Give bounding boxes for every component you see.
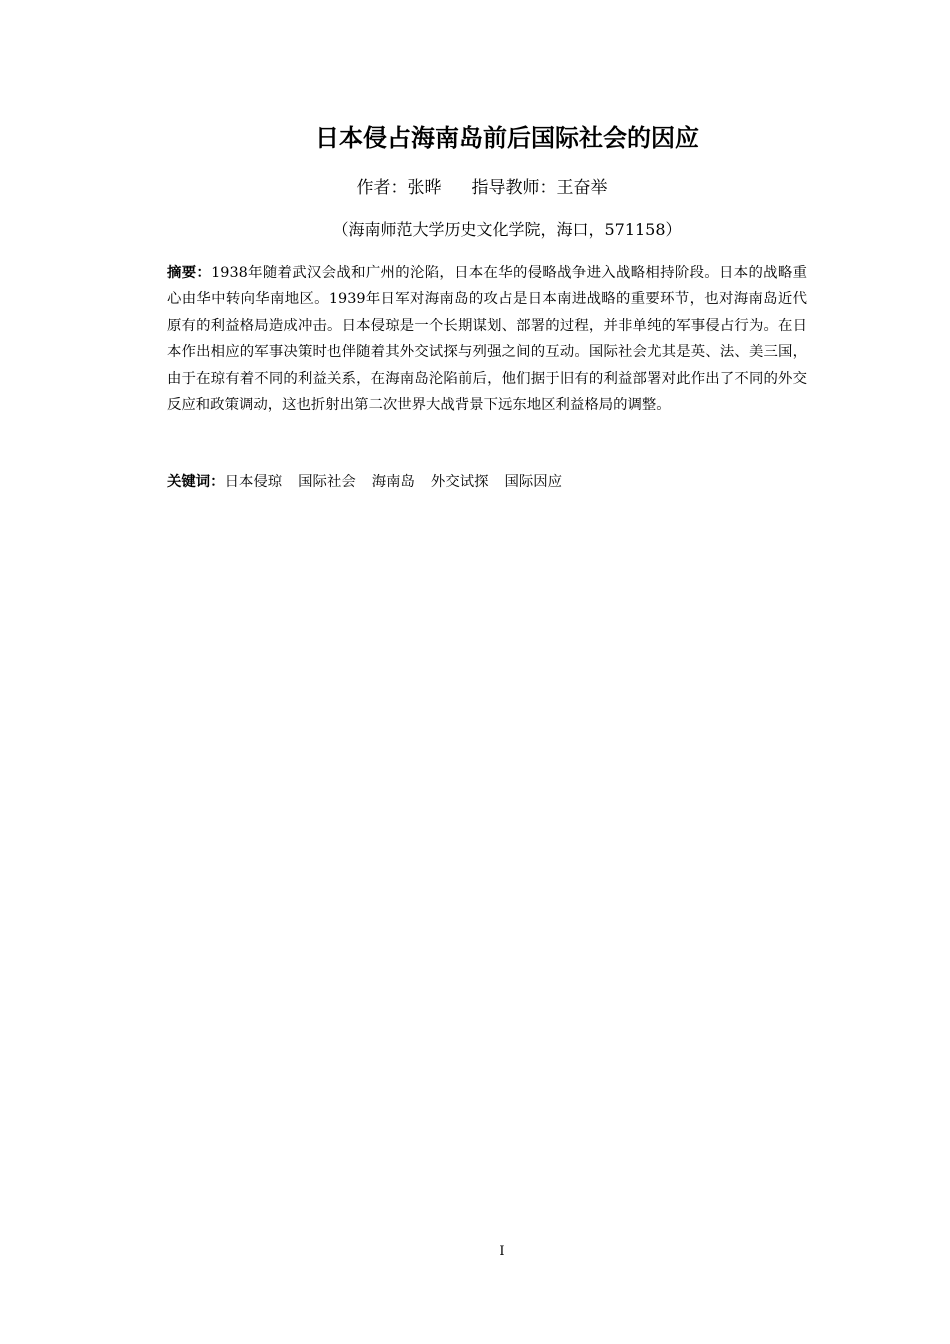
keyword-item: 海南岛 [371, 474, 415, 490]
keyword-item: 日本侵琼 [224, 474, 283, 490]
affiliation: （海南师范大学历史文化学院，海口，571158） [332, 220, 682, 239]
keywords-label: 关键词： [167, 474, 225, 490]
advisor-name: 指导教师：王奋举 [471, 178, 608, 198]
author-line [0, 175, 950, 201]
abstract [167, 260, 807, 418]
paper-title: 日本侵占海南岛前后国际社会的因应 [315, 124, 699, 152]
author-name: 作者：张晔 [356, 178, 442, 198]
abstract-text: 1938年随着武汉会战和广州的沦陷，日本在华的侵略战争进入战略相持阶段。日本的战略重心由华中转向华南地区。1939年日军对海南岛的攻占是日本南进战略的重要环节，也对海南岛近代原有的利益格局造成冲击。日本侵琼是一个长期谋划、部署的过程，并非单纯的军事侵占行为。在日本作出相应的军事决策时也伴随着其外交试探与列强之间的互动。国际社会尤其是英、法、美三国，由于在琼有着不同的利益关系，在海南岛沦陷前后，他们据于旧有的利益部署对此作出了不同的外交反应和政策调动，这也折射出第二次世界大战背景下远东地区利益格局的调整。 [167, 265, 807, 414]
keywords [167, 469, 807, 495]
page-number: I [499, 1244, 505, 1259]
keyword-item: 国际因应 [504, 474, 563, 490]
keyword-item: 外交试探 [430, 474, 489, 490]
keyword-item: 国际社会 [298, 474, 356, 490]
abstract-label: 摘要： [167, 265, 212, 281]
